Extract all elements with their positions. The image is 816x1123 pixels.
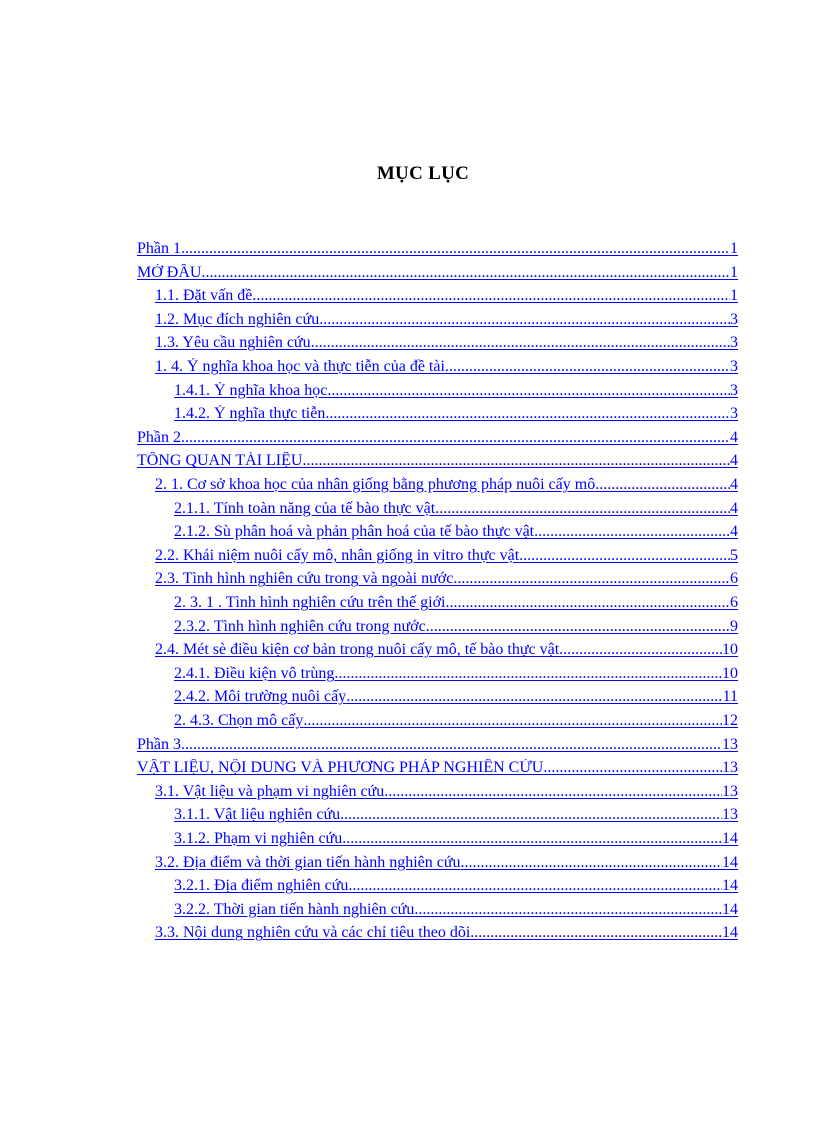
toc-dot-leader (445, 594, 730, 612)
toc-dot-leader (325, 405, 730, 423)
toc-entry-page-number: 1 (730, 287, 738, 305)
toc-entry-page-number: 14 (722, 924, 738, 942)
toc-dot-leader (559, 641, 722, 659)
toc-entry[interactable] (155, 570, 738, 592)
toc-entry-label: 3.3. Nội dung nghiên cứu và các chỉ tiêu theo dõi (155, 924, 471, 942)
toc-entry-label: VẬT LIỆU, NỘI DUNG VÀ PHƯƠNG PHÁP NGHIÊN CỨU (137, 759, 544, 777)
toc-entry-label: 3.1.1. Vật liệu nghiên cứu (174, 806, 341, 824)
toc-entry-page-number: 12 (722, 712, 738, 729)
toc-entry[interactable] (137, 264, 738, 286)
toc-entry[interactable] (155, 311, 738, 333)
toc-entry[interactable] (174, 405, 738, 427)
toc-entry[interactable] (155, 854, 738, 876)
toc-dot-leader (461, 854, 722, 872)
toc-entry[interactable] (137, 452, 738, 474)
toc-entry-page-number: 6 (730, 570, 738, 588)
toc-entry-label: 2.1.2. Sù phân hoá và phản phân hoá của tế bào thực vật (174, 523, 535, 541)
toc-dot-leader (595, 476, 730, 494)
toc-entry[interactable] (174, 712, 738, 734)
toc-entry-label: Phần 3 (137, 735, 181, 753)
toc-entry-page-number: 3 (730, 358, 738, 375)
toc-entry-label: 1. 4. Ý nghĩa khoa học và thực tiễn của đề tài (155, 358, 445, 375)
toc-entry[interactable] (137, 240, 738, 262)
toc-entry-label: 2.4.1. Điều kiện vô trùng (174, 664, 335, 682)
toc-entry-page-number: 13 (722, 782, 738, 800)
toc-dot-leader (543, 759, 722, 777)
toc-dot-leader (348, 877, 722, 895)
toc-entry-page-number: 13 (722, 806, 738, 824)
toc-entry-label: 2.2. Khái niệm nuôi cấy mô, nhân giống in vitro thực vật (155, 546, 520, 564)
toc-entry-label: 1.2. Mục đích nghiên cứu (155, 310, 320, 328)
toc-dot-leader (302, 452, 730, 470)
toc-dot-leader (426, 618, 730, 636)
toc-entry-label: 3.1.2. Phạm vi nghiên cứu (174, 830, 343, 847)
toc-entry-label: 1.3. Yêu cầu nghiên cứu (155, 334, 311, 352)
toc-entry-label: 2.4.2. Môi trường nuôi cấy (174, 688, 347, 706)
toc-dot-leader (346, 688, 722, 706)
toc-entry-label: 3.2. Địa điểm và thời gian tiến hành nghiên cứu (155, 853, 461, 871)
toc-entry[interactable] (174, 901, 738, 923)
toc-entry-page-number: 14 (722, 830, 738, 847)
toc-entry[interactable] (155, 924, 738, 946)
toc-entry[interactable] (137, 429, 738, 451)
toc-entry-label: 2. 3. 1 . Tình hình nghiên cứu trên thế giới (174, 594, 446, 611)
toc-entry-page-number: 14 (722, 877, 738, 895)
toc-entry[interactable] (137, 736, 738, 758)
toc-dot-leader (181, 736, 722, 754)
toc-entry-label: Phần 1 (137, 240, 181, 257)
toc-entry-page-number: 3 (730, 334, 738, 352)
toc-entry[interactable] (174, 877, 738, 899)
toc-entry-page-number: 10 (722, 641, 738, 659)
toc-dot-leader (181, 429, 730, 447)
toc-entry-label: 2.3.2. Tình hình nghiên cứu trong nước (174, 617, 426, 635)
toc-entry-label: 2.3. Tình hình nghiên cứu trong và ngoài nước (155, 570, 454, 588)
toc-entry-page-number: 4 (730, 523, 738, 541)
toc-entry-label: 3.2.1. Địa điểm nghiên cứu (174, 877, 349, 895)
toc-entry-label: MỞ ĐẦU (137, 263, 202, 281)
toc-entry[interactable] (137, 759, 738, 781)
toc-dot-leader (435, 500, 730, 518)
toc-dot-leader (342, 830, 722, 848)
page-title: MỤC LỤC (376, 163, 470, 184)
toc-dot-leader (519, 547, 730, 565)
toc-entry-label: 2.1.1. Tính toàn năng của tế bào thực vật (174, 499, 436, 517)
toc-dot-leader (319, 311, 730, 329)
toc-dot-leader (252, 287, 730, 305)
toc-entry[interactable] (155, 287, 738, 309)
toc-dot-leader (384, 783, 722, 801)
toc-entry-label: 1.4.1. Ý nghĩa khoa học (174, 381, 328, 399)
toc-entry[interactable] (155, 358, 738, 380)
toc-entry-label: 2. 1. Cơ sở khoa học của nhân giống bằng phương pháp nuôi cấy mô (155, 476, 596, 493)
toc-entry-page-number: 11 (722, 688, 738, 706)
toc-dot-leader (334, 665, 722, 683)
toc-entry-page-number: 9 (730, 617, 738, 635)
toc-entry-label: TỔNG QUAN TÀI LIỆU (137, 452, 303, 470)
toc-entry[interactable] (155, 547, 738, 569)
toc-entry[interactable] (174, 618, 738, 640)
toc-entry-page-number: 10 (722, 664, 738, 682)
toc-dot-leader (453, 570, 730, 588)
toc-entry-page-number: 4 (730, 476, 738, 493)
toc-entry-page-number: 13 (722, 735, 738, 753)
toc-entry[interactable] (155, 334, 738, 356)
toc-entry[interactable] (174, 594, 738, 616)
toc-entry-label: 3.1. Vật liệu và phạm vi nghiên cứu (155, 782, 385, 800)
toc-entry-label: 2. 4.3. Chọn mô cấy (174, 712, 304, 729)
toc-dot-leader (201, 264, 730, 282)
toc-entry[interactable] (174, 830, 738, 852)
toc-entry-page-number: 3 (730, 405, 738, 423)
toc-dot-leader (303, 712, 722, 730)
toc-dot-leader (181, 240, 730, 258)
toc-entry-page-number: 3 (730, 381, 738, 399)
toc-dot-leader (414, 901, 722, 919)
toc-dot-leader (470, 924, 722, 942)
toc-entry[interactable] (174, 523, 738, 545)
toc-dot-leader (445, 358, 730, 376)
toc-entry-page-number: 4 (730, 428, 738, 446)
toc-entry-page-number: 14 (722, 900, 738, 918)
toc-entry-label: 2.4. Mét sè điều kiện cơ bản trong nuôi cấy mô, tế bào thực vật (155, 641, 560, 659)
toc-entry-page-number: 1 (730, 263, 738, 281)
toc-entry-label: 1.4.2. Ý nghĩa thực tiễn (174, 405, 326, 423)
toc-dot-leader (327, 382, 730, 400)
toc-entry-page-number: 3 (730, 310, 738, 328)
toc-entry-page-number: 4 (730, 499, 738, 517)
toc-dot-leader (311, 334, 730, 352)
toc-entry-page-number: 13 (722, 759, 738, 777)
toc-entry-page-number: 1 (730, 240, 738, 257)
toc-entry[interactable] (174, 688, 738, 710)
toc-entry-label: 1.1. Đặt vấn đề (155, 287, 253, 305)
toc-dot-leader (340, 806, 722, 824)
toc-entry[interactable] (155, 641, 738, 663)
toc-entry-page-number: 5 (730, 546, 738, 564)
toc-entry-page-number: 6 (730, 594, 738, 611)
toc-entry[interactable] (174, 382, 738, 404)
toc-entry-label: 3.2.2. Thời gian tiến hành nghiên cứu (174, 900, 415, 918)
toc-entry[interactable] (155, 476, 738, 498)
toc-entry[interactable] (155, 783, 738, 805)
toc-entry-label: Phần 2 (137, 428, 181, 446)
toc-entry[interactable] (174, 806, 738, 828)
toc-entry-page-number: 4 (730, 452, 738, 470)
toc-dot-leader (534, 523, 730, 541)
toc-entry[interactable] (174, 665, 738, 687)
toc-entry[interactable] (174, 500, 738, 522)
toc-entry-page-number: 14 (722, 853, 738, 871)
